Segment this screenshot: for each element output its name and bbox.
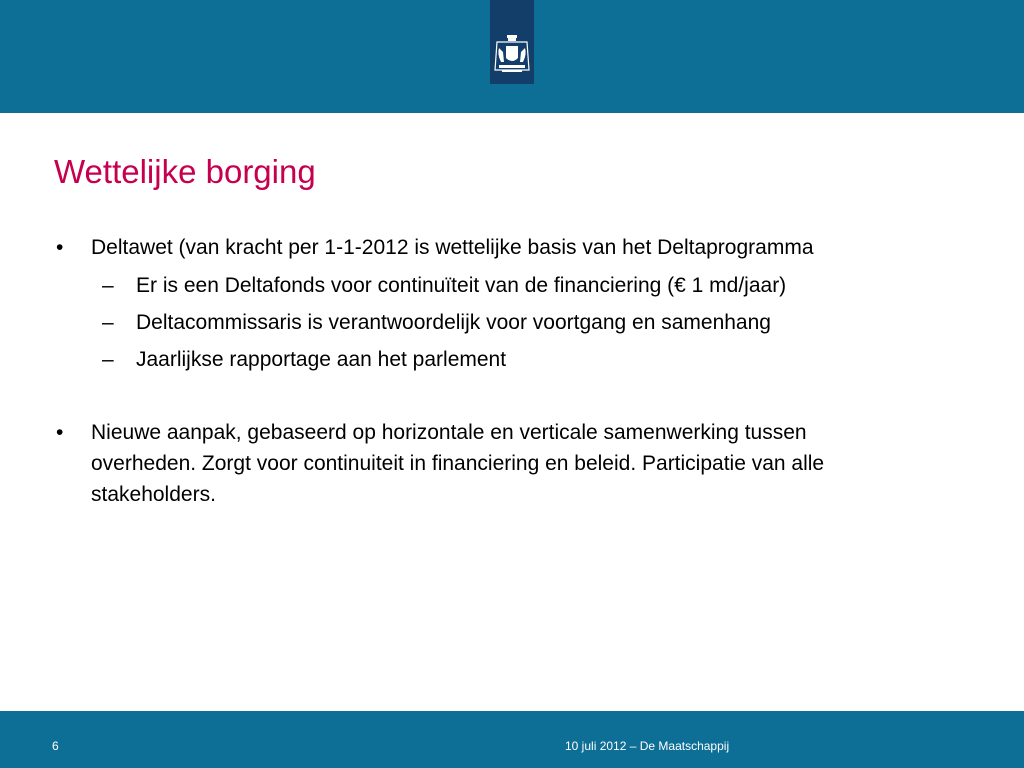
bullet-2-line-3: stakeholders.	[91, 483, 216, 506]
sub-bullet-marker: –	[102, 274, 114, 297]
bullet-marker: •	[56, 421, 64, 444]
bullet-1-text: Deltawet (van kracht per 1-1-2012 is wettelijke basis van het Deltaprogramma	[91, 236, 814, 259]
sub-bullet-marker: –	[102, 348, 114, 371]
sub-bullet-2: Deltacommissaris is verantwoordelijk voor voortgang en samenhang	[136, 311, 771, 334]
logo	[490, 0, 534, 84]
bullet-marker: •	[56, 236, 64, 259]
bullet-2-line-1: Nieuwe aanpak, gebaseerd op horizontale en verticale samenwerking tussen	[91, 421, 807, 444]
sub-bullet-3: Jaarlijkse rapportage aan het parlement	[136, 348, 507, 371]
slide-title: Wettelijke borging	[54, 153, 316, 190]
footer-text: 10 juli 2012 – De Maatschappij	[565, 739, 730, 753]
page-number: 6	[52, 739, 59, 753]
footer-band	[0, 711, 1024, 768]
sub-bullet-1: Er is een Deltafonds voor continuïteit van de financiering (€ 1 md/jaar)	[136, 274, 787, 297]
bullet-2-line-2: overheden. Zorgt voor continuiteit in financiering en beleid. Participatie van alle	[91, 452, 825, 475]
sub-bullet-marker: –	[102, 311, 114, 334]
royal-coat-of-arms-icon	[493, 34, 531, 76]
